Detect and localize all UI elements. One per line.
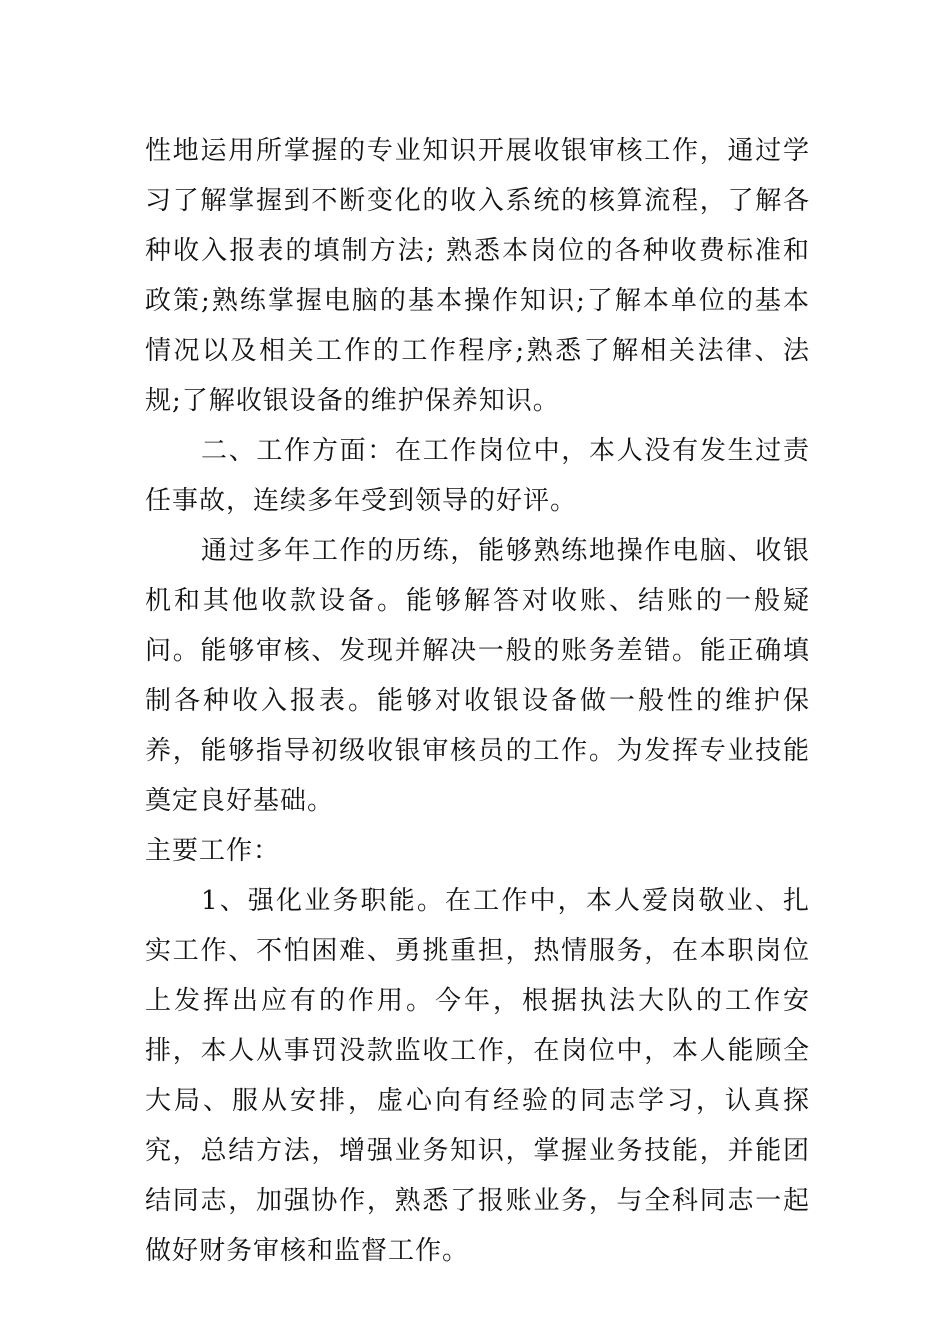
paragraph-work-aspect: 二、工作方面：在工作岗位中，本人没有发生过责任事故，连续多年受到领导的好评。 — [145, 436, 810, 516]
paragraph-work-experience: 通过多年工作的历练，能够熟练地操作电脑、收银机和其他收款设备。能够解答对收账、结账的一般疑问。能够审核、发现并解决一般的账务差错。能正确填制各种收入报表。能够对收银设备做一般性的维护保养，能够指导初级收银审核员的工作。为发挥专业技能奠定良好基础。 — [145, 536, 810, 816]
section-heading-main-work: 主要工作： — [145, 836, 281, 866]
paragraph-strengthen-duties: 1、强化业务职能。在工作中，本人爱岗敬业、扎实工作、不怕困难、勇挑重担，热情服务，在本职岗位上发挥出应有的作用。今年，根据执法大队的工作安排，本人从事罚没款监收工作，在岗位中，本人能顾全大局、服从安排，虚心向有经验的同志学习，认真探究，总结方法，增强业务知识，掌握业务技能，并能团结同志，加强协作，熟悉了报账业务，与全科同志一起做好财务审核和监督工作。 — [145, 886, 810, 1266]
paragraph-skills-knowledge: 性地运用所掌握的专业知识开展收银审核工作，通过学习了解掌握到不断变化的收入系统的核算流程，了解各种收入报表的填制方法; 熟悉本岗位的各种收费标准和政策;熟练掌握电脑的基本操作知识;了解本单位的基本情况以及相关工作的工作程序;熟悉了解相关法律、法规;了解收银设备的维护保养知识。 — [145, 136, 810, 416]
document-body — [145, 126, 810, 1276]
